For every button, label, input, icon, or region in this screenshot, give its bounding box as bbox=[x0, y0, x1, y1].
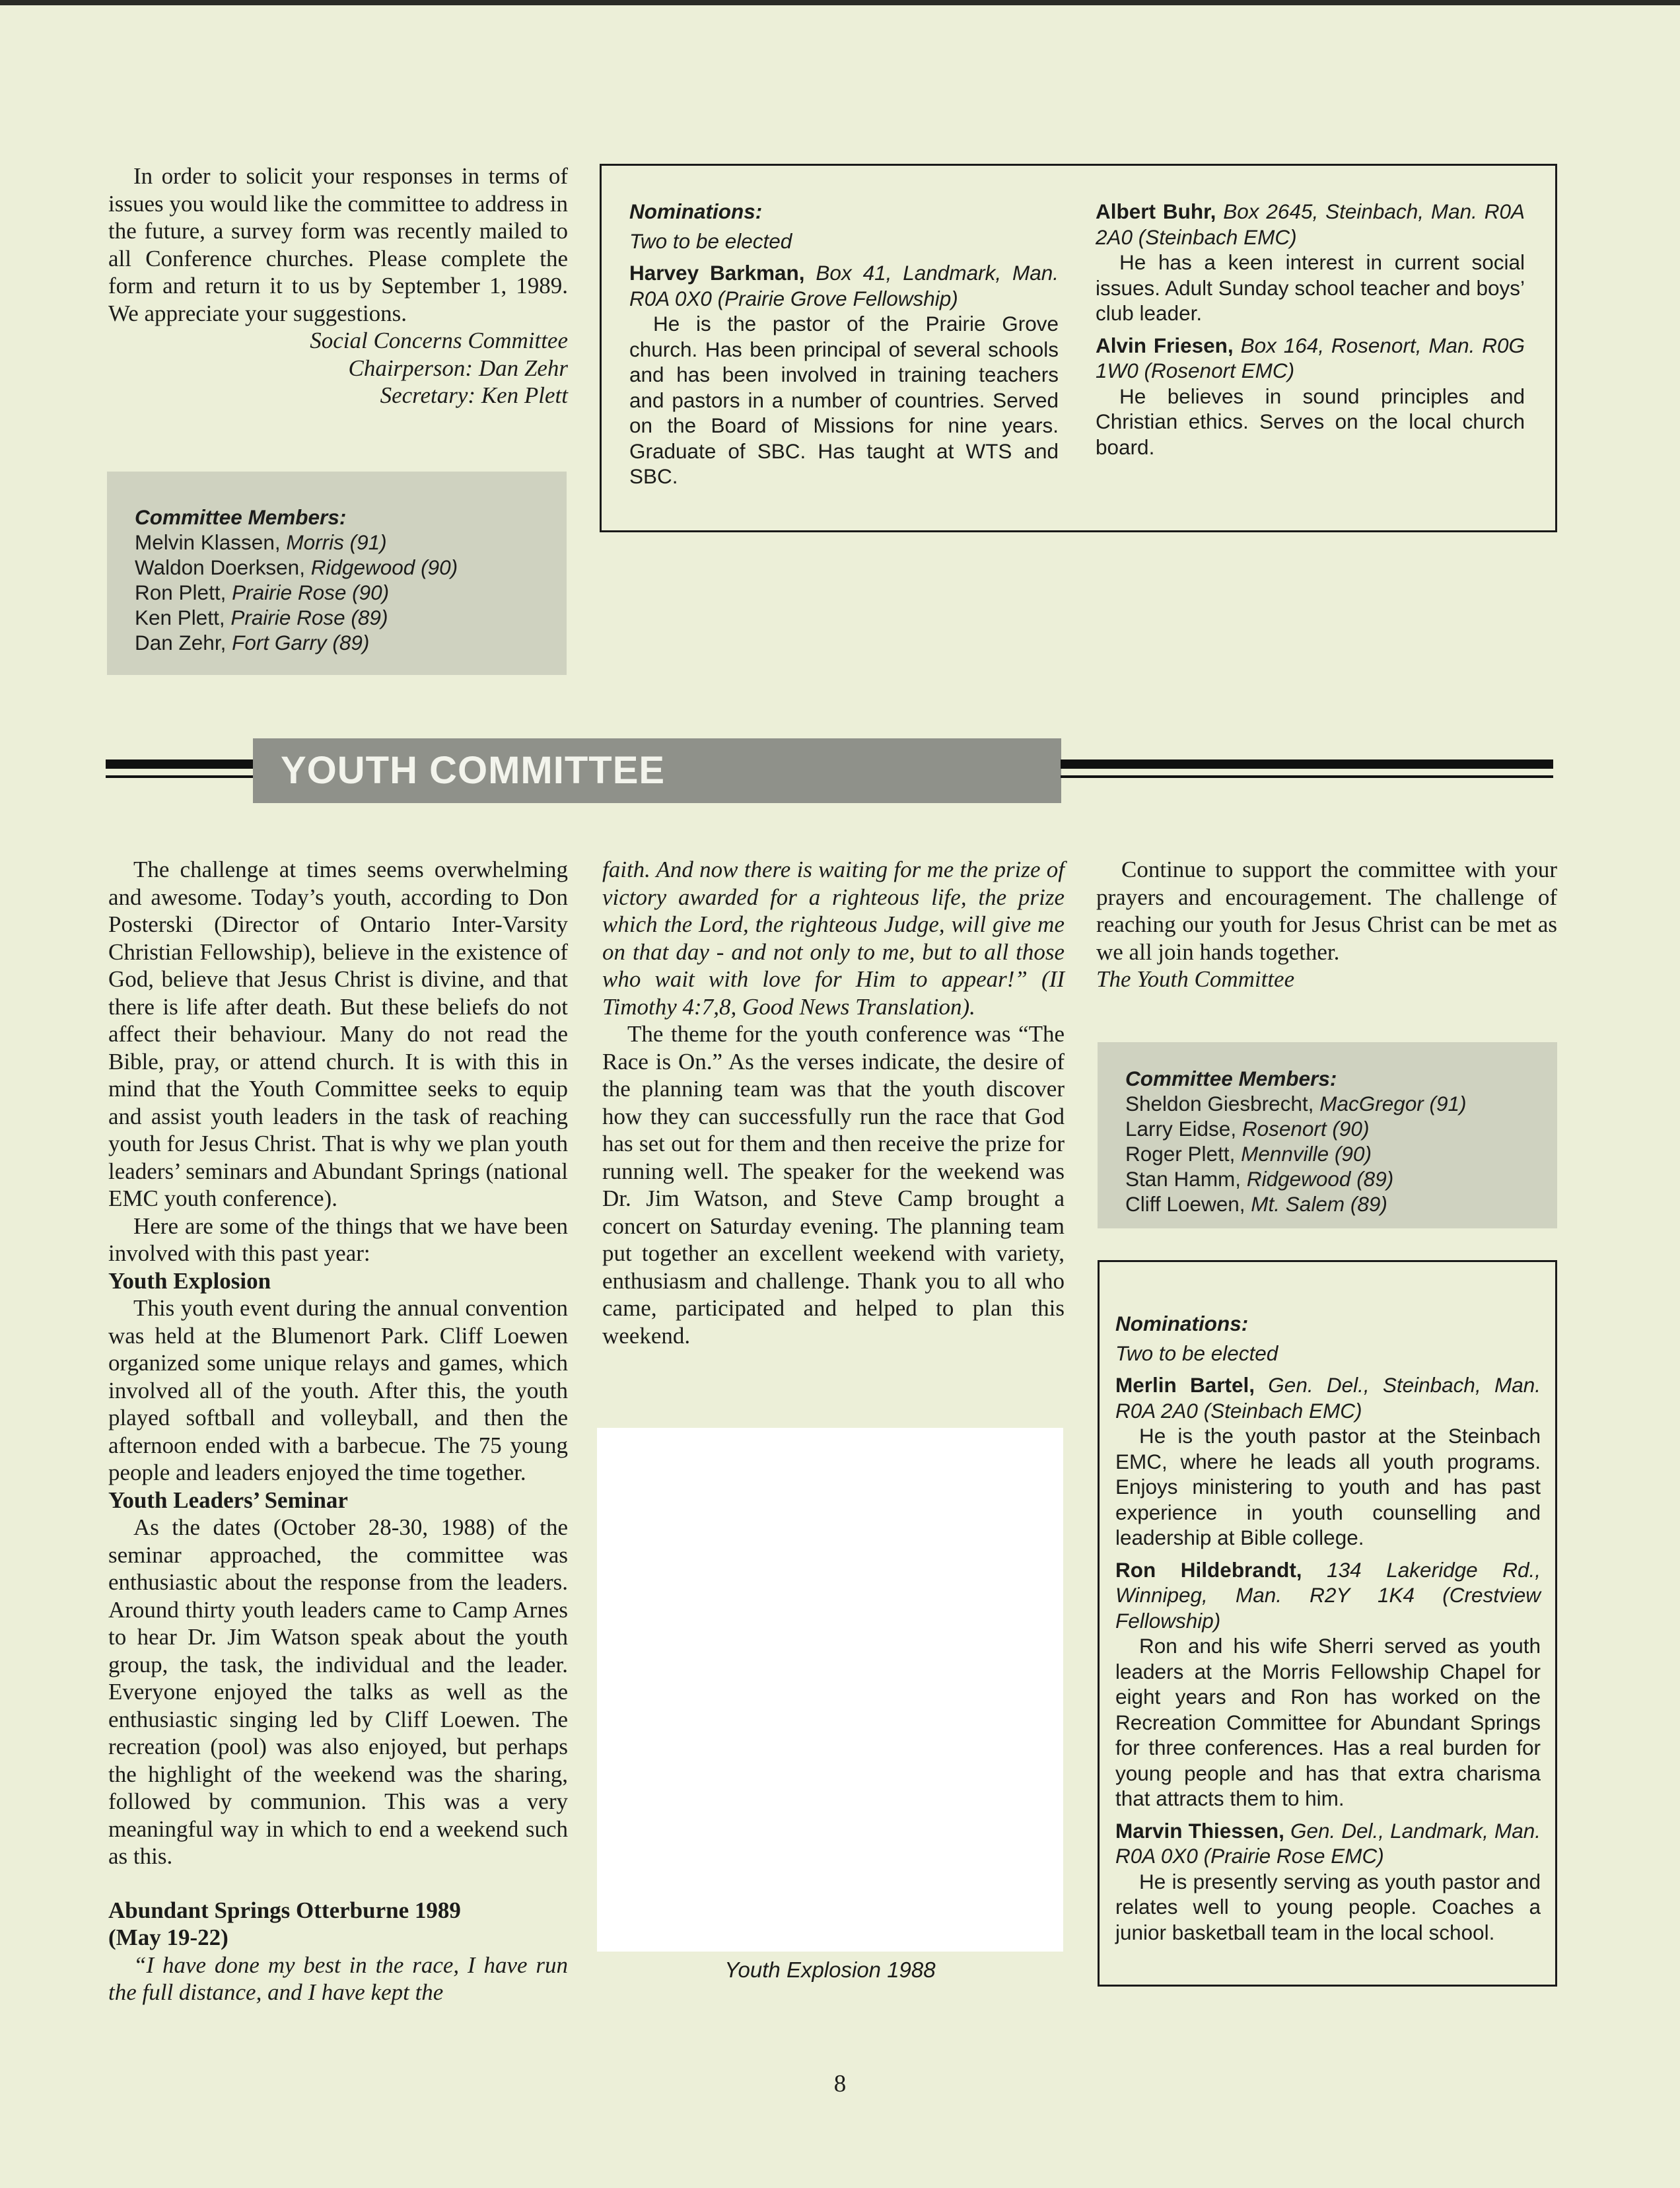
nominee-name: Marvin Thiessen, bbox=[1115, 1818, 1284, 1843]
youth-column-2 bbox=[602, 856, 1065, 1349]
photo-placeholder bbox=[597, 1428, 1063, 1952]
nominations-sub: Two to be elected bbox=[629, 229, 792, 253]
social-intro: In order to solicit your responses in terms of issues you would like the committee to address in the future, a survey form was recently mailed to all Conference churches. Please complete the form and return it to us by September 1, 1989. We appreciate your suggestions. bbox=[108, 163, 569, 326]
social-nominations-box bbox=[600, 164, 1557, 532]
nominee-bio: He believes in sound principles and Christian ethics. Serves on the local church board. bbox=[1096, 384, 1525, 459]
scripture-quote-start: “I have done my best in the race, I have run the full distance, and I have kept the bbox=[108, 1952, 568, 2005]
nominee-entry bbox=[1115, 1372, 1541, 1551]
member-row: Ron Plett, Prairie Rose (90) bbox=[135, 581, 390, 604]
nominee-bio: Ron and his wife Sherri served as youth leaders at the Morris Fellowship Chapel for eight years and Ron has worked on the Recreation Committee for Abundant Springs for three conferences. Has a real burden for young people and has that extra charisma that attracts them to him. bbox=[1115, 1634, 1541, 1810]
members-heading: Committee Members: bbox=[1125, 1067, 1337, 1090]
nominee-entry bbox=[1115, 1818, 1541, 1946]
member-row: Ken Plett, Prairie Rose (89) bbox=[135, 606, 388, 629]
youth-nominations-box bbox=[1098, 1260, 1557, 1987]
social-nom-col-left bbox=[629, 199, 1059, 489]
subheading-youth-explosion: Youth Explosion bbox=[108, 1267, 271, 1294]
banner-rule-right-thin bbox=[1061, 775, 1553, 778]
youth-paragraph: This youth event during the annual convention was held at the Blumenort Park. Cliff Loewen organized some unique relays and games, which involved all of the youth. After this, the youth played softball and volleyball, and then the afternoon ended with a barbecue. The 75 young people and leaders enjoyed the time together. bbox=[108, 1295, 568, 1485]
subheading-abundant-springs: Abundant Springs Otterburne 1989 bbox=[108, 1897, 461, 1923]
member-row: Melvin Klassen, Morris (91) bbox=[135, 530, 387, 554]
banner-rule-left-thin bbox=[106, 775, 258, 778]
members-heading: Committee Members: bbox=[135, 505, 347, 529]
nominee-entry bbox=[1115, 1557, 1541, 1812]
nominations-heading: Nominations: bbox=[1115, 1312, 1249, 1335]
banner-rule-left-thick bbox=[106, 759, 258, 769]
youth-paragraph: Here are some of the things that we have been involved with this past year: bbox=[108, 1213, 568, 1266]
nominee-name: Alvin Friesen, bbox=[1096, 333, 1234, 357]
nominee-bio: He is the youth pastor at the Steinbach EMC, where he leads all youth programs. Enjoys ministering to youth and has past experience in youth counselling and leadership at Bible college. bbox=[1115, 1424, 1541, 1549]
nominee-entry bbox=[1096, 199, 1525, 326]
sig-secretary: Secretary: Ken Plett bbox=[380, 382, 568, 408]
nominee-address: Gen. Del., Landmark, Man. R0A 0X0 (Prairie Rose EMC) bbox=[1115, 1818, 1541, 1868]
banner-rule-right-thick bbox=[1061, 759, 1553, 769]
subheading-leaders-seminar: Youth Leaders’ Seminar bbox=[108, 1487, 348, 1513]
social-intro-column bbox=[108, 162, 568, 409]
youth-column-3 bbox=[1096, 856, 1557, 993]
youth-committee-members bbox=[1098, 1042, 1557, 1228]
member-row: Waldon Doerksen, Ridgewood (90) bbox=[135, 555, 458, 579]
member-row: Dan Zehr, Fort Garry (89) bbox=[135, 631, 370, 654]
nominee-address: Box 41, Landmark, Man. R0A 0X0 (Prairie Grove Fellowship) bbox=[629, 261, 1059, 310]
youth-paragraph: As the dates (October 28-30, 1988) of the seminar approached, the committee was enthusiastic about the response from the leaders. Around thirty youth leaders came to Camp Arnes to hear Dr. Jim Watson speak about the youth group, the task, the individual and the leader. Everyone enjoyed the talks as well as the enthusiastic singing led by Cliff Loewen. The recreation (pool) was also enjoyed, but perhaps the highlight of the weekend was the sharing, followed by communion. This was a very meaningful way in which to end a weekend such as this. bbox=[108, 1514, 568, 1869]
nominee-name: Ron Hildebrandt, bbox=[1115, 1557, 1302, 1582]
sig-chair: Chairperson: Dan Zehr bbox=[348, 355, 568, 381]
youth-paragraph: Continue to support the committee with your prayers and encouragement. The challenge of reaching our youth for Jesus Christ can be met as we all join hands together. bbox=[1096, 857, 1557, 965]
nominee-name: Albert Buhr, bbox=[1096, 199, 1216, 223]
nominee-bio: He has a keen interest in current social issues. Adult Sunday school teacher and boys’ club leader. bbox=[1096, 250, 1525, 325]
social-committee-members bbox=[107, 472, 567, 675]
nominee-bio: He is presently serving as youth pastor and relates well to young people. Coaches a junior basketball team in the local school. bbox=[1115, 1869, 1541, 1944]
member-row: Larry Eidse, Rosenort (90) bbox=[1125, 1117, 1370, 1141]
nominations-sub: Two to be elected bbox=[1115, 1341, 1278, 1365]
nominee-name: Harvey Barkman, bbox=[629, 261, 805, 285]
nominee-bio: He is the pastor of the Prairie Grove church. Has been principal of several schools and has been involved in training teachers and pastors in a number of countries. Served on the Board of Missions for nine years. Graduate of SBC. Has taught at WTS and SBC. bbox=[629, 312, 1059, 488]
nominee-name: Merlin Bartel, bbox=[1115, 1373, 1255, 1397]
section-banner-youth: YOUTH COMMITTEE bbox=[253, 738, 1061, 803]
nominee-address: Gen. Del., Steinbach, Man. R0A 2A0 (Steinbach EMC) bbox=[1115, 1373, 1541, 1423]
nominee-address: 134 Lakeridge Rd., Winnipeg, Man. R2Y 1K4 (Crestview Fellowship) bbox=[1115, 1557, 1541, 1633]
scripture-quote-end: faith. And now there is waiting for me the prize of victory awarded for a righteous life, the prize which the Lord, the righteous Judge, will give me on that day - and not only to me, but to all those who wait with love for Him to appear!” (II Timothy 4:7,8, Good News Translation). bbox=[602, 857, 1065, 1020]
sig-youth-committee: The Youth Committee bbox=[1096, 966, 1295, 992]
social-nom-col-right bbox=[1096, 199, 1525, 460]
subheading-abundant-springs-dates: (May 19-22) bbox=[108, 1924, 228, 1950]
nominee-entry bbox=[629, 260, 1059, 489]
nominee-address: Box 164, Rosenort, Man. R0G 1W0 (Rosenort EMC) bbox=[1096, 333, 1525, 382]
member-row: Stan Hamm, Ridgewood (89) bbox=[1125, 1167, 1394, 1191]
member-row: Sheldon Giesbrecht, MacGregor (91) bbox=[1125, 1092, 1467, 1115]
nominations-heading: Nominations: bbox=[629, 199, 763, 223]
member-row: Roger Plett, Mennville (90) bbox=[1125, 1142, 1372, 1166]
nominee-address: Box 2645, Steinbach, Man. R0A 2A0 (Steinbach EMC) bbox=[1096, 199, 1525, 249]
youth-paragraph: The challenge at times seems overwhelming and awesome. Today’s youth, according to Don Posterski (Director of Ontario Inter-Varsity Christian Fellowship), believe in the existence of God, believe that Jesus Christ is divine, and that there is life after death. But these beliefs do not affect their behaviour. Many do not read the Bible, pray, or attend church. It is with this in mind that the Youth Committee seeks to equip and assist youth leaders in the task of reaching youth for Jesus Christ. That is why we plan youth leaders’ seminars and Abundant Springs (national EMC youth conference). bbox=[108, 857, 568, 1211]
page-number: 8 bbox=[833, 2070, 847, 2098]
sig-committee: Social Concerns Committee bbox=[310, 328, 568, 353]
page-top-edge bbox=[0, 0, 1680, 5]
youth-column-1 bbox=[108, 856, 568, 2006]
youth-paragraph: The theme for the youth conference was “The Race is On.” As the verses indicate, the desire of the planning team was that the youth discover how they can successfully run the race that God has set out for them and then receive the prize for running well. The speaker for the weekend was Dr. Jim Watson, and Steve Camp brought a concert on Saturday evening. The planning team put together an excellent weekend with variety, enthusiasm and challenge. Thank you to all who came, participated and helped to plan this weekend. bbox=[602, 1021, 1065, 1349]
nominee-entry bbox=[1096, 333, 1525, 460]
photo-caption: Youth Explosion 1988 bbox=[724, 1958, 936, 1982]
member-row: Cliff Loewen, Mt. Salem (89) bbox=[1125, 1192, 1387, 1216]
